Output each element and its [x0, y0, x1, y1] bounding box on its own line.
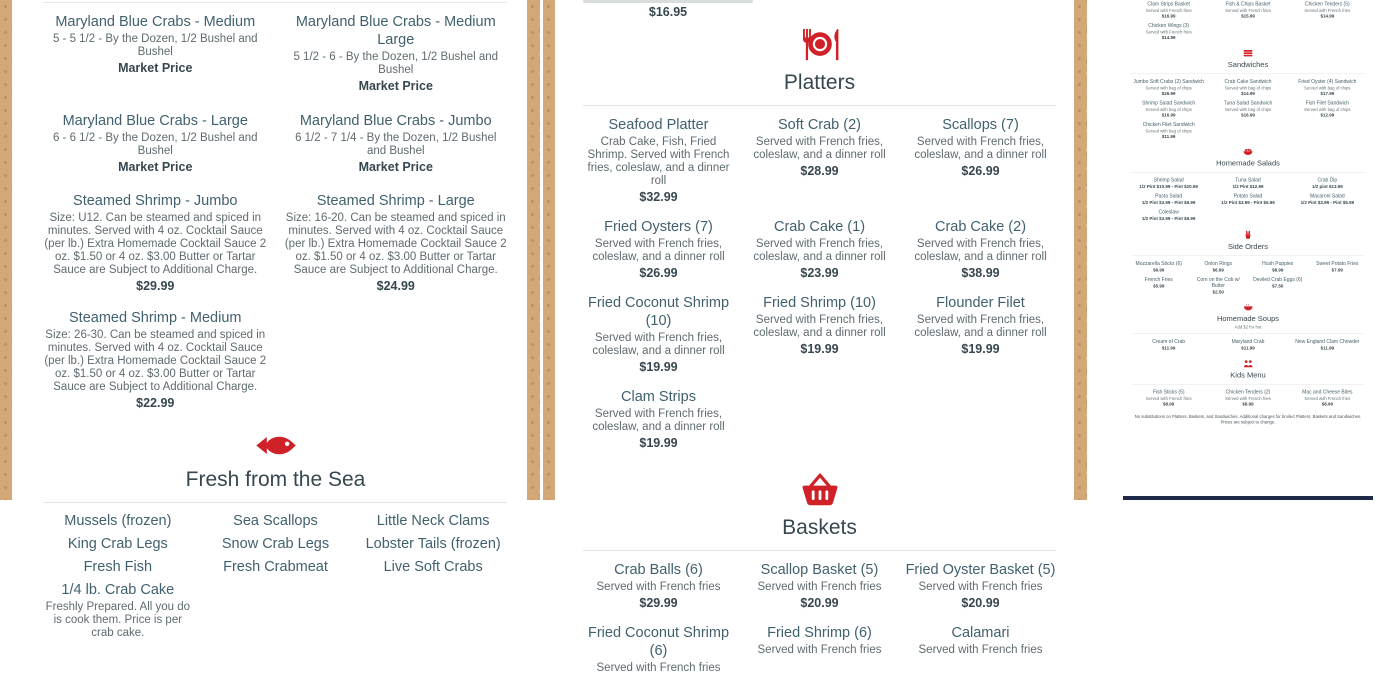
item-description: 6 1/2 - 7 1/4 - By the Dozen, 1/2 Bushel and Bushel	[295, 132, 497, 157]
item-price: $19.99	[639, 436, 678, 450]
menu-item	[285, 112, 508, 175]
menu-item	[44, 192, 267, 294]
kids-icon	[1243, 361, 1254, 370]
item-name: Clam Strips	[621, 389, 696, 405]
item-name: Fresh Fish	[83, 559, 153, 575]
mini-item-name: Fish Filet Sandwich	[1305, 100, 1350, 106]
mini-section-divider	[1131, 384, 1365, 385]
item-price: Market Price	[358, 79, 433, 93]
item-name: Fried Shrimp (10)	[763, 295, 876, 311]
mini-items-grid	[1131, 79, 1365, 144]
item-price: $19.99	[800, 342, 839, 356]
menu-item	[583, 218, 734, 281]
mini-section-title: Homemade Soups	[1216, 314, 1280, 323]
item-name: Fried Coconut Shrimp (6)	[587, 625, 730, 659]
menu-item	[905, 294, 1056, 375]
mini-menu-item	[1210, 339, 1285, 351]
mini-menu-item	[1290, 101, 1365, 119]
menu-item	[583, 561, 734, 611]
mini-menu-item	[1290, 79, 1365, 97]
mini-menu-item	[1290, 178, 1365, 190]
menu-item	[202, 536, 350, 553]
mini-item-price: 1/2 Pint $3.99 - Pint $5.99	[1221, 200, 1275, 205]
menu-item	[744, 116, 895, 205]
item-name: Live Soft Crabs	[383, 559, 483, 575]
crab-items-grid	[44, 13, 507, 188]
item-price: $29.99	[639, 596, 678, 610]
mini-item-price: $16.99	[1241, 112, 1255, 118]
mini-item-description: Served with bag of chips	[1304, 85, 1351, 91]
menu-item	[285, 13, 508, 94]
item-description: Served with French fries, coleslaw, and a dinner roll	[592, 238, 725, 263]
menu-item	[44, 309, 267, 411]
mini-item-description: Served with French fries	[1145, 396, 1192, 401]
mini-item-name: Shrimp Salad Sandwich	[1142, 100, 1196, 106]
mini-item-name: Crab Dip	[1317, 177, 1338, 183]
mini-section-title: Homemade Salads	[1216, 159, 1280, 168]
mini-item-name: Sweet Potato Fries	[1316, 261, 1359, 267]
item-description: Size: U12. Can be steamed and spiced in minutes. Served with 4 oz. Cocktail Sauce (per lb.) Extra Homemade Cocktail Sauce 2 oz. $1.50 or 4 oz. $3.00 Butter or Tartar Sauce are Subject to Additional Charge.	[44, 212, 267, 276]
mini-item-price: $7.50	[1272, 283, 1284, 289]
menu-item	[583, 294, 734, 375]
menu-item	[359, 536, 507, 553]
mini-menu-item	[1290, 194, 1365, 206]
mini-menu-item	[1290, 2, 1365, 20]
mini-menu-item	[1210, 101, 1285, 119]
menu-item	[583, 116, 734, 205]
mini-item-price: $14.99	[1161, 35, 1176, 40]
menu-item	[905, 624, 1056, 675]
mini-section-subtitle: Add $2 for hot	[1234, 324, 1262, 330]
baskets-grid	[583, 561, 1056, 688]
shrimp-items-grid	[44, 188, 507, 424]
kraft-edge	[543, 0, 555, 500]
item-name: Calamari	[951, 625, 1010, 641]
mini-item-name: Jumbo Soft Crabs (2) Sandwich	[1133, 79, 1204, 85]
mini-item-name: Onion Rings	[1204, 261, 1233, 267]
mini-item-price: $8.99	[1163, 401, 1175, 407]
item-price: $32.99	[639, 190, 678, 204]
mini-item-name: Chicken Tenders (5)	[1305, 1, 1350, 7]
mini-menu-item	[1210, 2, 1285, 20]
item-name: Sea Scallops	[233, 513, 318, 529]
sandwich-icon	[1243, 51, 1253, 60]
item-description: 6 - 6 1/2 - By the Dozen, 1/2 Bushel and Bushel	[52, 132, 258, 157]
mini-item-description: Served with French fries	[1304, 396, 1351, 401]
panel-crabs-shrimp	[0, 0, 543, 639]
mini-section-title: Side Orders	[1227, 242, 1269, 251]
menu-item	[744, 294, 895, 375]
mini-menu-item	[1131, 277, 1187, 295]
menu-item	[44, 559, 192, 576]
menu-item	[583, 388, 734, 451]
item-description: Served with French fries, coleslaw, and a dinner roll	[914, 136, 1047, 161]
mini-item-name: Chicken Wings (3)	[1148, 23, 1190, 29]
section-title: Baskets	[782, 516, 857, 539]
section-divider	[583, 550, 1056, 551]
item-price: $28.99	[800, 164, 839, 178]
mini-item-price: 1/2 Pint $3.99 - Pint $5.99	[1141, 216, 1196, 221]
mini-section-header	[1131, 231, 1365, 252]
item-description: Size: 16-20. Can be steamed and spiced in minutes. Served with 4 oz. Cocktail Sauce (per lb.) Extra Homemade Cocktail Sauce 2 oz. $1.50 or 4 oz. $3.00 Butter or Tartar Sauce are Subject to Additional Charge.	[284, 212, 507, 276]
mini-item-price: 1/2 Pint $10.99 - Pint $20.99	[1139, 184, 1198, 189]
mini-item-description: Served with French fries	[1225, 396, 1271, 401]
mini-item-price: $12.99	[1320, 112, 1335, 118]
item-name: Fried Oyster Basket (5)	[905, 562, 1056, 578]
item-name: Steamed Shrimp - Large	[316, 193, 475, 209]
menu-item	[905, 218, 1056, 281]
mini-menu-item	[1210, 79, 1285, 97]
mini-item-name: Chicken Tenders (2)	[1225, 389, 1271, 395]
mini-item-name: Fried Oyster (4) Sandwich	[1298, 79, 1357, 85]
item-name: Seafood Platter	[608, 117, 709, 133]
mini-item-description: Served with bag of chips	[1224, 85, 1272, 91]
item-name: Steamed Shrimp - Medium	[69, 310, 242, 326]
item-description: Served with French fries	[918, 644, 1043, 656]
mini-footer-note: No substitutions on Platters, Baskets, and Sandwiches. Additional charges for broiled Platters, Baskets and Sandwiches. Prices are subject to change.	[1134, 414, 1362, 425]
mini-item-name: New England Clam Chowder	[1295, 339, 1360, 345]
item-name: Flounder Filet	[936, 295, 1025, 311]
mini-section-header	[1131, 149, 1365, 169]
mini-item-description: Served with bag of chips	[1145, 128, 1192, 134]
mini-menu-item	[1250, 261, 1306, 273]
mini-section-divider	[1131, 256, 1365, 257]
item-name: Steamed Shrimp - Jumbo	[73, 193, 238, 209]
menu-item-partial	[583, 0, 753, 20]
item-name: Crab Cake (2)	[934, 219, 1027, 235]
item-name: Fried Coconut Shrimp (10)	[587, 295, 730, 329]
menu-item	[905, 116, 1056, 205]
menu-item	[285, 192, 508, 294]
mini-section-divider	[1131, 74, 1365, 75]
menu-item	[744, 624, 895, 675]
item-name: Snow Crab Legs	[221, 536, 330, 552]
menu-item	[905, 561, 1056, 611]
item-description: Served with French fries	[918, 581, 1043, 593]
mini-item-name: Mac and Cheese Bites	[1302, 389, 1353, 395]
kraft-edge	[527, 0, 540, 500]
item-name: Fried Oysters (7)	[604, 219, 713, 235]
mini-menu-item	[1210, 178, 1285, 190]
mini-item-description: Served with French fries	[1145, 29, 1192, 35]
mini-item-name: Hush Puppies	[1262, 261, 1294, 267]
item-name: Scallops (7)	[942, 117, 1019, 133]
mini-items-grid	[1131, 0, 1365, 45]
mini-item-name: Macaroni Salad	[1309, 193, 1345, 199]
soup-icon	[1243, 305, 1253, 314]
mini-item-price: $11.99	[1161, 345, 1176, 351]
item-description: Served with French fries, coleslaw, and a dinner roll	[914, 314, 1047, 339]
mini-menu-item	[1131, 210, 1206, 222]
menu-item	[744, 218, 895, 281]
mini-item-name: Chicken Filet Sandwich	[1142, 122, 1195, 128]
menu-item	[583, 624, 734, 675]
mini-item-price: $8.99	[1242, 401, 1254, 407]
fish-icon	[255, 432, 297, 464]
mini-item-name: Clam Strips Basket	[1147, 1, 1190, 7]
mini-items-grid	[1131, 261, 1365, 299]
mini-item-name: Fish & Chips Basket	[1225, 1, 1271, 7]
mini-menu-item	[1131, 194, 1206, 206]
mini-item-price: $2.50	[1212, 289, 1224, 295]
menu-item	[44, 13, 267, 94]
mini-item-name: Deviled Crab Eggs (6)	[1253, 277, 1303, 283]
mini-item-name: Mozzarella Sticks (6)	[1135, 261, 1182, 267]
mini-item-name: Corn on the Cob w/ Butter	[1196, 277, 1240, 289]
mini-item-price: 1/2 pint $13.99	[1311, 184, 1343, 189]
clipped-text-remnant	[583, 0, 753, 3]
item-description: Served with French fries, coleslaw, and a dinner roll	[753, 314, 886, 339]
mini-item-price: $14.99	[1241, 91, 1255, 96]
menu-item	[202, 513, 350, 530]
platters-grid	[583, 116, 1056, 464]
item-description: 5 1/2 - 6 - By the Dozen, 1/2 Bushel and Bushel	[293, 51, 499, 76]
fries-icon	[1244, 233, 1252, 242]
item-name: Mussels (frozen)	[64, 513, 172, 529]
item-description: Served with French fries, coleslaw, and a dinner roll	[592, 408, 725, 433]
item-name: Fresh Crabmeat	[223, 559, 328, 575]
menu-item	[744, 561, 895, 611]
item-price: Market Price	[358, 160, 433, 174]
item-price: $23.99	[800, 266, 839, 280]
mini-item-name: Tuna Salad	[1235, 177, 1261, 183]
baskets-header	[583, 464, 1056, 540]
item-price: Market Price	[118, 160, 193, 174]
mini-item-price: $17.99	[1320, 91, 1335, 96]
item-name: 1/4 lb. Crab Cake	[61, 582, 175, 598]
cut-item-row	[583, 0, 1056, 20]
mini-menu-item	[1131, 101, 1206, 119]
item-name: Crab Balls (6)	[614, 562, 703, 578]
item-name: Little Neck Clams	[376, 513, 490, 529]
mini-item-price: 1/2 Pint $3.99 - Pint $5.99	[1300, 200, 1355, 205]
item-name: Crab Cake (1)	[773, 219, 866, 235]
item-description: Crab Cake, Fish, Fried Shrimp. Served with French fries, coleslaw, and a dinner roll	[587, 136, 730, 187]
mini-item-description: Served with bag of chips	[1145, 85, 1192, 91]
mini-item-name: Crab Cake Sandwich	[1224, 79, 1272, 85]
item-name: Maryland Blue Crabs - Medium	[55, 14, 256, 30]
fresh-sea-header	[44, 424, 507, 492]
mini-item-price: $26.99	[1161, 91, 1176, 96]
mini-menu-item	[1210, 194, 1285, 206]
item-description: Served with French fries	[596, 581, 721, 593]
mini-menu-item	[1131, 390, 1206, 408]
mini-item-price: $11.99	[1320, 345, 1335, 351]
mini-item-price: $11.99	[1161, 134, 1176, 139]
mini-item-price: $6.99	[1212, 267, 1224, 273]
item-description: Served with French fries, coleslaw, and a dinner roll	[592, 332, 725, 357]
mini-menu-item	[1131, 261, 1187, 273]
item-price: $26.99	[961, 164, 1000, 178]
menu-item	[44, 582, 192, 640]
item-price: $20.99	[800, 596, 839, 610]
item-price: $26.99	[639, 266, 678, 280]
menu-item	[44, 536, 192, 553]
kraft-edge	[0, 0, 12, 500]
mini-menu-item	[1290, 390, 1365, 408]
page-footer-bar	[1123, 496, 1373, 500]
mini-section-header	[1131, 360, 1365, 380]
item-description: Size: 26-30. Can be steamed and spiced in minutes. Served with 4 oz. Cocktail Sauce (per lb.) Extra Homemade Cocktail Sauce 2 oz. $1.50 or 4 oz. $3.00 Butter or Tartar Sauce are Subject to Additional Charge.	[44, 329, 267, 393]
mini-section-header	[1131, 50, 1365, 70]
section-divider	[44, 502, 507, 503]
salad-icon	[1243, 149, 1253, 158]
mini-item-name: Maryland Crab	[1231, 339, 1265, 345]
panel-platters-baskets	[543, 0, 1090, 674]
mini-item-name: Pasta Salad	[1155, 193, 1183, 199]
item-description: Served with French fries, coleslaw, and a dinner roll	[753, 238, 886, 263]
mini-menu-item	[1290, 339, 1365, 351]
mini-item-price: $16.99	[1161, 13, 1176, 19]
mini-item-name: Shrimp Salad	[1153, 177, 1184, 183]
item-description: Freshly Prepared. All you do is cook them. Price is per crab cake.	[45, 601, 191, 639]
panel-seam	[540, 0, 543, 500]
item-name: King Crab Legs	[67, 536, 168, 552]
basket-icon	[800, 472, 840, 512]
menu-item	[202, 559, 350, 576]
mini-section-header	[1131, 304, 1365, 330]
fresh-sea-grid	[44, 513, 507, 646]
item-description: Served with French fries, coleslaw, and a dinner roll	[753, 136, 886, 161]
mini-item-name: Cream of Crab	[1152, 339, 1186, 345]
item-price: $38.99	[961, 266, 1000, 280]
item-description: Served with French fries	[757, 581, 882, 593]
restaurant-platter-icon	[797, 28, 843, 67]
page-thumbnail-card	[1123, 0, 1373, 500]
mini-menu-item	[1131, 2, 1206, 20]
item-name: Maryland Blue Crabs - Jumbo	[299, 113, 492, 129]
mini-item-description: Served with French fries	[1145, 8, 1192, 13]
mini-menu-item	[1191, 277, 1247, 295]
item-price: $19.99	[961, 342, 1000, 356]
mini-menu-item	[1131, 339, 1206, 351]
mini-menu-item	[1131, 79, 1206, 97]
mini-item-description: Served with bag of chips	[1224, 107, 1272, 112]
mini-menu-item	[1310, 261, 1366, 273]
item-name: Scallop Basket (5)	[760, 562, 879, 578]
mini-menu-item	[1131, 122, 1206, 140]
item-description: Served with French fries	[757, 644, 882, 656]
mini-item-price: $6.99	[1153, 267, 1165, 273]
mini-menu-item	[1191, 261, 1247, 273]
item-name: Maryland Blue Crabs - Medium Large	[295, 14, 496, 48]
mini-item-price: $8.99	[1272, 267, 1284, 273]
mini-item-price: 1/2 Pint $12.99	[1232, 184, 1264, 189]
mini-section-divider	[1131, 172, 1365, 173]
item-price: $24.99	[376, 279, 415, 293]
mini-item-description: Served with bag of chips	[1145, 107, 1192, 112]
page-thumbnail-content	[1131, 0, 1365, 432]
mini-item-price: 1/2 Pint $3.99 - Pint $5.99	[1141, 200, 1196, 205]
mini-items-grid	[1131, 390, 1365, 412]
mini-item-price: $11.99	[1241, 345, 1255, 351]
item-price: $29.99	[136, 279, 175, 293]
mini-item-description: Served with bag of chips	[1304, 107, 1351, 112]
item-name: Maryland Blue Crabs - Large	[62, 113, 248, 129]
section-title: Platters	[783, 71, 856, 94]
item-price: $19.99	[639, 360, 678, 374]
item-name: Lobster Tails (frozen)	[365, 536, 501, 552]
item-price: $20.99	[961, 596, 1000, 610]
menu-item	[44, 513, 192, 530]
mini-item-name: Coleslaw	[1158, 209, 1179, 215]
mini-item-name: Potato Salad	[1233, 193, 1263, 199]
mini-item-price: $7.99	[1331, 267, 1343, 273]
panel-page-thumbnail	[1090, 0, 1400, 500]
mini-section-title: Sandwiches	[1227, 60, 1269, 69]
kraft-edge	[1074, 0, 1087, 500]
item-price: $16.95	[648, 5, 688, 19]
item-name: Fried Shrimp (6)	[767, 625, 872, 641]
menu-item	[359, 559, 507, 576]
item-description: 5 - 5 1/2 - By the Dozen, 1/2 Bushel and Bushel	[52, 33, 258, 58]
mini-item-description: Served with French fries	[1304, 8, 1351, 13]
mini-item-name: Fish Sticks (5)	[1152, 389, 1185, 395]
platters-header	[583, 20, 1056, 95]
mini-menu-item	[1131, 178, 1206, 190]
mini-menu-item	[1210, 390, 1285, 408]
mini-item-name: French Fries	[1144, 277, 1173, 283]
mini-item-price: $16.99	[1161, 112, 1176, 118]
mini-section-divider	[1131, 334, 1365, 335]
mini-item-price: $14.99	[1320, 13, 1335, 19]
item-price: $22.99	[136, 396, 175, 410]
mini-menu-item	[1250, 277, 1306, 295]
mini-items-grid	[1131, 178, 1365, 226]
item-description: Served with French fries, coleslaw, and a dinner roll	[914, 238, 1047, 263]
mini-item-price: $15.99	[1241, 13, 1255, 19]
section-divider	[44, 2, 507, 3]
section-divider	[583, 105, 1056, 106]
panel-seam	[1087, 0, 1090, 500]
menu-item	[44, 112, 267, 175]
item-price: Market Price	[118, 61, 193, 75]
mini-item-name: Tuna Salad Sandwich	[1223, 100, 1273, 106]
section-title: Fresh from the Sea	[185, 468, 366, 491]
mini-item-price: $8.99	[1321, 401, 1333, 407]
mini-item-description: Served with French fries	[1225, 8, 1271, 13]
mini-items-grid	[1131, 339, 1365, 355]
item-name: Soft Crab (2)	[778, 117, 861, 133]
item-description: Served with French fries	[596, 662, 721, 674]
mini-item-price: $5.99	[1153, 283, 1165, 289]
mini-menu-item	[1131, 23, 1206, 41]
menu-item	[359, 513, 507, 530]
mini-section-title: Kids Menu	[1230, 371, 1266, 380]
